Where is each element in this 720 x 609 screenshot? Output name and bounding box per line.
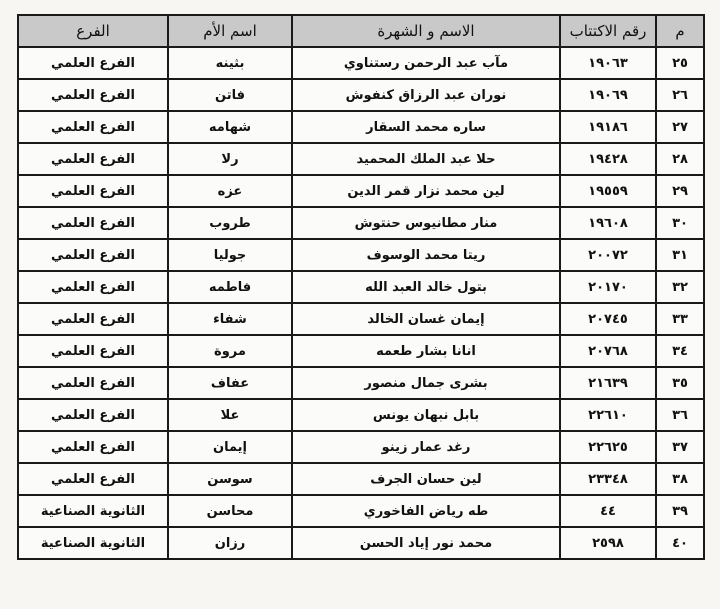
header-full-name: الاسم و الشهرة — [292, 15, 560, 47]
row-full-name: بتول خالد العبد الله — [292, 271, 560, 303]
table-row — [18, 111, 704, 143]
row-full-name: حلا عبد الملك المحميد — [292, 143, 560, 175]
row-full-name: مآب عبد الرحمن رستناوي — [292, 47, 560, 79]
row-registration-number: ٢٢٦٢٥ — [560, 431, 656, 463]
table-row — [18, 271, 704, 303]
row-branch: الفرع العلمي — [18, 303, 168, 335]
row-number: ٢٦ — [656, 79, 704, 111]
row-branch: الفرع العلمي — [18, 175, 168, 207]
row-branch: الثانوية الصناعية — [18, 527, 168, 559]
row-full-name: لين محمد نزار قمر الدين — [292, 175, 560, 207]
row-registration-number: ٢٣٣٤٨ — [560, 463, 656, 495]
table-row — [18, 239, 704, 271]
table-row — [18, 399, 704, 431]
row-branch: الفرع العلمي — [18, 431, 168, 463]
row-mother-name: طروب — [168, 207, 292, 239]
header-number: م — [656, 15, 704, 47]
row-registration-number: ١٩٤٢٨ — [560, 143, 656, 175]
row-mother-name: مروة — [168, 335, 292, 367]
row-number: ٢٩ — [656, 175, 704, 207]
row-number: ٣١ — [656, 239, 704, 271]
header-row — [18, 15, 704, 47]
row-number: ٢٧ — [656, 111, 704, 143]
table-row — [18, 79, 704, 111]
row-number: ٣٨ — [656, 463, 704, 495]
row-full-name: محمد نور إياد الحسن — [292, 527, 560, 559]
row-full-name: بشرى جمال منصور — [292, 367, 560, 399]
row-registration-number: ٢٠٠٧٢ — [560, 239, 656, 271]
row-branch: الفرع العلمي — [18, 239, 168, 271]
row-registration-number: ٢٠١٧٠ — [560, 271, 656, 303]
row-registration-number: ١٩١٨٦ — [560, 111, 656, 143]
row-registration-number: ٢٠٧٤٥ — [560, 303, 656, 335]
row-full-name: إيمان غسان الخالد — [292, 303, 560, 335]
row-mother-name: سوسن — [168, 463, 292, 495]
row-number: ٤٠ — [656, 527, 704, 559]
row-number: ٣٦ — [656, 399, 704, 431]
row-number: ٣٣ — [656, 303, 704, 335]
row-full-name: لين حسان الجرف — [292, 463, 560, 495]
row-full-name: ساره محمد السقار — [292, 111, 560, 143]
table-row — [18, 527, 704, 559]
row-registration-number: ٤٤ — [560, 495, 656, 527]
row-number: ٣٤ — [656, 335, 704, 367]
table-header — [18, 15, 704, 47]
row-mother-name: عزه — [168, 175, 292, 207]
table-row — [18, 495, 704, 527]
header-branch: الفرع — [18, 15, 168, 47]
row-branch: الفرع العلمي — [18, 143, 168, 175]
row-registration-number: ٢٠٧٦٨ — [560, 335, 656, 367]
row-mother-name: عفاف — [168, 367, 292, 399]
row-mother-name: شفاء — [168, 303, 292, 335]
row-mother-name: جوليا — [168, 239, 292, 271]
row-number: ٣٩ — [656, 495, 704, 527]
row-mother-name: فاطمه — [168, 271, 292, 303]
row-registration-number: ٢٢٦١٠ — [560, 399, 656, 431]
row-branch: الفرع العلمي — [18, 207, 168, 239]
row-registration-number: ١٩٥٥٩ — [560, 175, 656, 207]
row-full-name: ريتا محمد الوسوف — [292, 239, 560, 271]
row-branch: الفرع العلمي — [18, 271, 168, 303]
row-branch: الثانوية الصناعية — [18, 495, 168, 527]
table-row — [18, 431, 704, 463]
row-full-name: طه رياض الفاخوري — [292, 495, 560, 527]
row-branch: الفرع العلمي — [18, 399, 168, 431]
row-full-name: نوران عبد الرزاق كنفوش — [292, 79, 560, 111]
row-branch: الفرع العلمي — [18, 47, 168, 79]
row-number: ٢٥ — [656, 47, 704, 79]
table-row — [18, 175, 704, 207]
row-registration-number: ١٩٦٠٨ — [560, 207, 656, 239]
row-branch: الفرع العلمي — [18, 111, 168, 143]
row-number: ٣٧ — [656, 431, 704, 463]
row-full-name: رغد عمار زينو — [292, 431, 560, 463]
header-mother-name: اسم الأم — [168, 15, 292, 47]
row-number: ٣٥ — [656, 367, 704, 399]
row-branch: الفرع العلمي — [18, 79, 168, 111]
row-registration-number: ١٩٠٦٣ — [560, 47, 656, 79]
table-row — [18, 303, 704, 335]
row-mother-name: إيمان — [168, 431, 292, 463]
row-number: ٣٠ — [656, 207, 704, 239]
table-row — [18, 463, 704, 495]
results-table — [17, 14, 705, 560]
row-branch: الفرع العلمي — [18, 463, 168, 495]
row-mother-name: رلا — [168, 143, 292, 175]
row-full-name: بابل نبهان يونس — [292, 399, 560, 431]
table-row — [18, 47, 704, 79]
table-row — [18, 143, 704, 175]
row-mother-name: فاتن — [168, 79, 292, 111]
table-row — [18, 207, 704, 239]
row-registration-number: ٢٥٩٨ — [560, 527, 656, 559]
row-full-name: انانا بشار طعمه — [292, 335, 560, 367]
table-row — [18, 335, 704, 367]
row-branch: الفرع العلمي — [18, 335, 168, 367]
row-full-name: منار مطانيوس حنتوش — [292, 207, 560, 239]
row-mother-name: علا — [168, 399, 292, 431]
row-number: ٢٨ — [656, 143, 704, 175]
table-body — [18, 47, 704, 559]
row-mother-name: محاسن — [168, 495, 292, 527]
row-mother-name: شهامه — [168, 111, 292, 143]
row-number: ٣٢ — [656, 271, 704, 303]
row-registration-number: ١٩٠٦٩ — [560, 79, 656, 111]
row-branch: الفرع العلمي — [18, 367, 168, 399]
row-registration-number: ٢١٦٣٩ — [560, 367, 656, 399]
row-mother-name: رزان — [168, 527, 292, 559]
row-mother-name: بثينه — [168, 47, 292, 79]
table-row — [18, 367, 704, 399]
header-registration-number: رقم الاكتتاب — [560, 15, 656, 47]
